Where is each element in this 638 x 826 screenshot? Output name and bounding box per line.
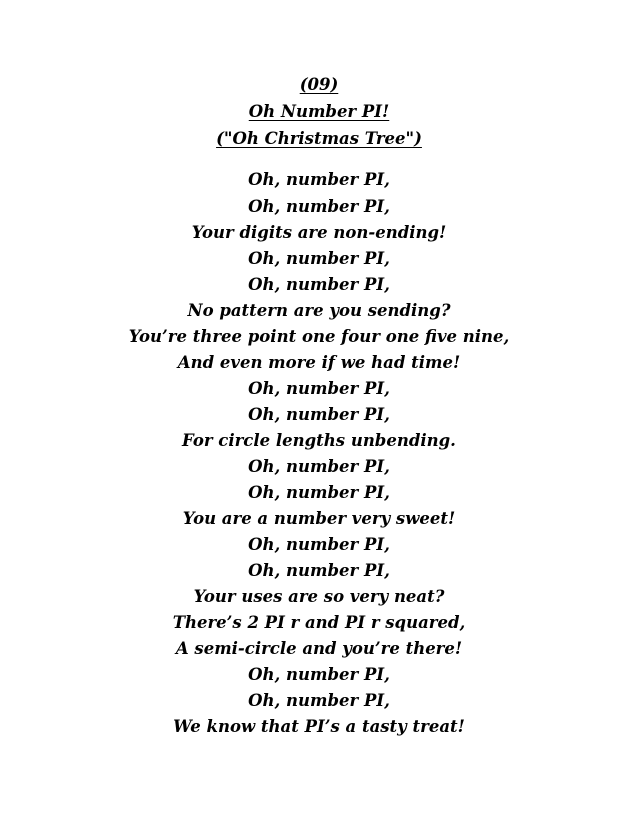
lyric-line: Oh, number PI, — [248, 275, 390, 294]
lyric-line: Oh, number PI, — [248, 457, 390, 476]
lyric-line: For circle lengths unbending. — [182, 431, 456, 450]
lyric-line: We know that PI’s a tasty treat! — [173, 717, 465, 736]
song-number: (09) — [299, 75, 339, 94]
lyric-line: There’s 2 PI r and PI r squared, — [172, 613, 466, 632]
lyric-line: Oh, number PI, — [248, 483, 390, 502]
lyric-line: Oh, number PI, — [248, 561, 390, 580]
song-tune: ("Oh Christmas Tree") — [216, 129, 422, 148]
lyric-line: Oh, number PI, — [248, 170, 390, 189]
lyric-line: You’re three point one four one five nine, — [128, 327, 510, 346]
lyric-line: Oh, number PI, — [248, 249, 390, 268]
lyric-line: Your uses are so very neat? — [193, 587, 445, 606]
lyric-line: A semi-circle and you’re there! — [175, 639, 463, 658]
lyric-line: Oh, number PI, — [248, 405, 390, 424]
lyric-line: Oh, number PI, — [248, 535, 390, 554]
lyric-line: You are a number very sweet! — [182, 509, 456, 528]
lyric-line: Your digits are non-ending! — [191, 223, 447, 242]
song-title: Oh Number PI! — [248, 102, 390, 121]
lyric-line: And even more if we had time! — [177, 353, 461, 372]
lyric-line: No pattern are you sending? — [187, 301, 451, 320]
lyric-line: Oh, number PI, — [248, 691, 390, 710]
lyric-line: Oh, number PI, — [248, 665, 390, 684]
lyric-line: Oh, number PI, — [248, 379, 390, 398]
lyric-line: Oh, number PI, — [248, 197, 390, 216]
